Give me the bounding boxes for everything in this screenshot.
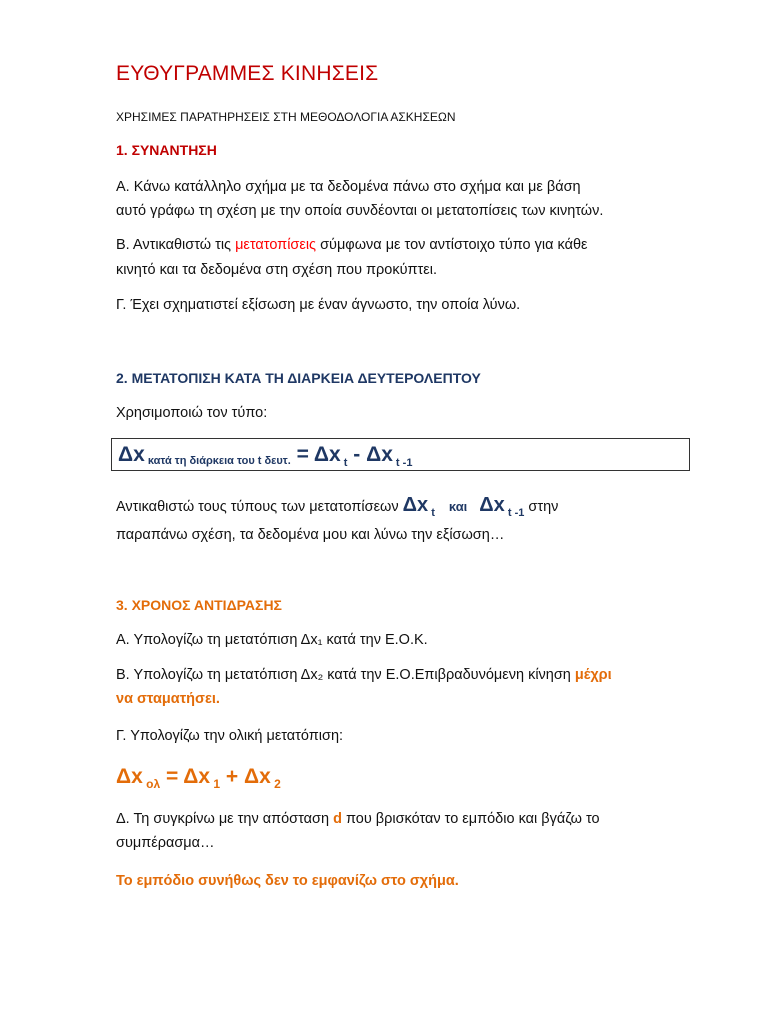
page-subtitle: ΧΡΗΣΙΜΕΣ ΠΑΡΑΤΗΡΗΣΕΙΣ ΣΤΗ ΜΕΘΟΔΟΛΟΓΙΑ ΑΣΚΗΣΕΩΝ — [116, 110, 456, 124]
formula-t1-sub: t -1 — [392, 457, 413, 469]
section2-replace-dx2: Δx — [479, 494, 505, 516]
section3-b-highlight1: μέχρι — [574, 667, 612, 683]
section1-b-line1 — [116, 237, 587, 253]
section2-replace-t: t — [428, 507, 435, 519]
section2-replace-pre: Αντικαθιστώ τους τύπους των μετατοπίσεων — [116, 499, 403, 515]
section2-replace-dx: Δx — [402, 494, 429, 516]
formula-eq-dx: = Δx — [290, 443, 341, 466]
section2-replace-post: στην — [524, 499, 559, 515]
section3-a-line: Α. Υπολογίζω τη μετατόπιση Δx₁ κατά την Ε.Ο.Κ. — [116, 632, 428, 648]
section3-b-line1 — [116, 667, 612, 683]
section2-replace-t1: t -1 — [504, 507, 525, 519]
section3-b-line2 — [116, 691, 220, 707]
section3-b-pre: Β. Υπολογίζω τη μετατόπιση Δx₂ κατά την Ε.Ο.Επιβραδυνόμενη κίνηση — [116, 667, 575, 683]
section3-d-line1 — [116, 811, 600, 827]
section1-heading: 1. ΣΥΝΑΝΤΗΣΗ — [116, 142, 217, 158]
eq-sub1: 1 — [210, 777, 221, 791]
section3-d-line2: συμπέρασμα… — [116, 835, 215, 851]
section2-replace-line2: παραπάνω σχέση, τα δεδομένα μου και λύνω την εξίσωση… — [116, 527, 505, 543]
eq-eq-dx: = Δx — [160, 765, 211, 788]
section2-heading: 2. ΜΕΤΑΤΟΠΙΣΗ ΚΑΤΑ ΤΗ ΔΙΑΡΚΕΙΑ ΔΕΥΤΕΡΟΛΕΠΤΟΥ — [116, 370, 481, 386]
section3-heading: 3. ΧΡΟΝΟΣ ΑΝΤΙΔΡΑΣΗΣ — [116, 597, 282, 613]
section3-c-line: Γ. Υπολογίζω την ολική μετατόπιση: — [116, 728, 344, 744]
eq-plus-dx: + Δx — [220, 765, 271, 788]
section3-d-post: που βρισκόταν το εμπόδιο και βγάζω το — [341, 811, 600, 827]
formula-box — [111, 438, 690, 471]
section1-b-line2: κινητό και τα δεδομένα στη σχέση που προκύπτει. — [116, 262, 437, 278]
formula-dx: Δx — [118, 443, 145, 466]
section1-a-line2: αυτό γράφω τη σχέση με την οποία συνδέονται οι μετατοπίσεις των κινητών. — [116, 203, 604, 219]
eq-ol-sub: ολ — [142, 777, 161, 791]
page-title: ΕΥΘΥΓΡΑΜΜΕΣ ΚΙΝΗΣΕΙΣ — [116, 62, 379, 85]
section1-b-pre: Β. Αντικαθιστώ τις — [116, 237, 236, 253]
section1-b-highlight: μετατοπίσεις — [235, 237, 317, 253]
formula-minus-dx: - Δx — [347, 443, 393, 466]
section1-c-line: Γ. Έχει σχηματιστεί εξίσωση με έναν άγνωστο, την οποία λύνω. — [116, 297, 521, 313]
section3-b-highlight2: να σταματήσει. — [116, 691, 220, 707]
formula-t-sub: t — [340, 457, 348, 469]
section1-a-line1: Α. Κάνω κατάλληλο σχήμα με τα δεδομένα πάνω στο σχήμα και με βάση — [116, 179, 581, 195]
eq-dx: Δx — [116, 765, 143, 788]
section2-replace-line1 — [116, 494, 558, 519]
eq-sub2: 2 — [270, 777, 281, 791]
section3-d-pre: Δ. Τη συγκρίνω με την απόσταση — [116, 811, 334, 827]
formula-displacement-per-second — [118, 443, 412, 469]
section2-use-formula: Χρησιμοποιώ τον τύπο: — [116, 405, 268, 421]
formula-dx-sub: κατά τη διάρκεια του t δευτ. — [144, 455, 291, 467]
section1-b-post: σύμφωνα με τον αντίστοιχο τύπο για κάθε — [316, 237, 588, 253]
section2-replace-kai: και — [448, 499, 468, 514]
section3-note: Το εμπόδιο συνήθως δεν το εμφανίζω στο σχήμα. — [116, 873, 459, 889]
section3-d-letter: d — [333, 811, 342, 827]
total-displacement-equation — [116, 765, 281, 791]
